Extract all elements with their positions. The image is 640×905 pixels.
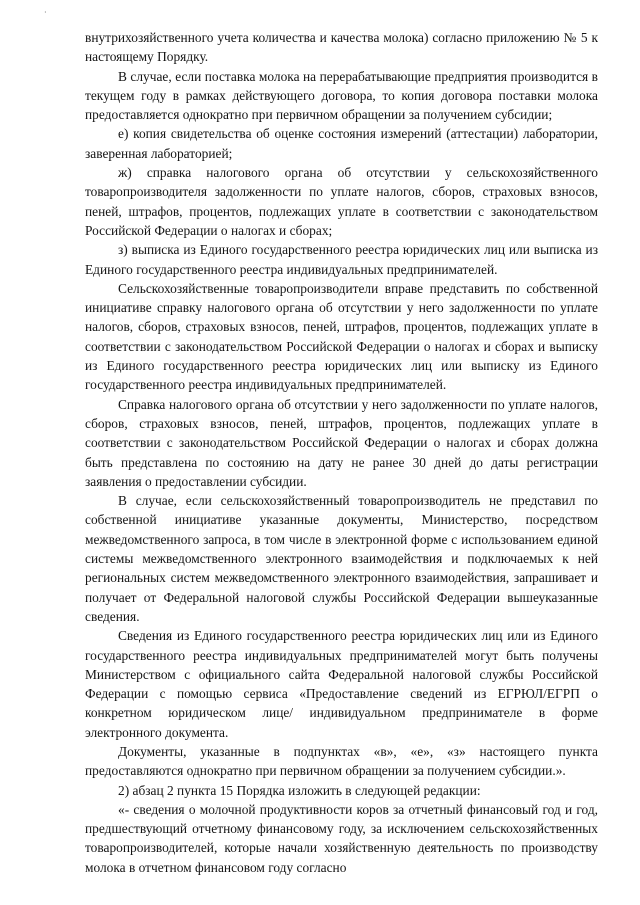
- paragraph-item-e: е) копия свидетельства об оценке состояния измерений (аттестации) лаборатории, заверенная лабораторией;: [85, 126, 598, 161]
- paragraph-item-zh: ж) справка налогового органа об отсутствии у сельскохозяйственного товаропроизводителя задолженности по уплате налогов, сборов, страховых взносов, пеней, штрафов, процентов, подлежащих уплате в соответствии с законодательством Российской Федерации о налогах и сборах;: [85, 165, 598, 238]
- corner-mark: ·: [44, 8, 47, 17]
- paragraph-continuation: внутрихозяйственного учета количества и качества молока) согласно приложению № 5 к настоящему Порядку.: [85, 30, 598, 65]
- paragraph-item-z: з) выписка из Единого государственного реестра юридических лиц или выписка из Единого государственного реестра индивидуальных предпринимателей.: [85, 242, 598, 277]
- paragraph-interagency-request: В случае, если сельскохозяйственный товаропроизводитель не представил по собственной инициативе указанные документы, Министерство, посредством межведомственного запроса, в том числе в электронной форме с использованием единой системы межведомственного электронного взаимодействия и подключаемых к ней региональных систем межведомственного электронного взаимодействия, запрашивает и получает от Федеральной налоговой службы Российской Федерации вышеуказанные сведения.: [85, 493, 598, 624]
- paragraph-tax-certificate: Справка налогового органа об отсутствии у него задолженности по уплате налогов, сборов, страховых взносов, пеней, штрафов, процентов, подлежащих уплате в соответствии с законодательством Российской Федерации о налогах и сборах должна быть представлена по состоянию на дату не ранее 30 дней до даты регистрации заявления о предоставлении субсидии.: [85, 396, 598, 489]
- paragraph-amendment-2: 2) абзац 2 пункта 15 Порядка изложить в следующей редакции:: [118, 782, 481, 798]
- paragraph-own-initiative: Сельскохозяйственные товаропроизводители вправе представить по собственной инициативе справку налогового органа об отсутствии у него задолженности по уплате налогов, сборов, страховых взносов, пеней, штрафов, процентов, подлежащих уплате в соответствии с законодательством Российской Федерации о налогах и сборах и выписку из Единого государственного реестра юридических лиц или выписку из Единого государственного реестра индивидуальных предпринимателей.: [85, 280, 598, 393]
- paragraph-supply-contract: В случае, если поставка молока на перерабатывающие предприятия производится в текущем году в рамках действующего договора, то копия договора поставки молока предоставляется однократно при первичном обращении за получением субсидии;: [85, 68, 598, 123]
- paragraph-registry-info: Сведения из Единого государственного реестра юридических лиц или из Единого государственного реестра индивидуальных предпринимателей могут быть получены Министерством с официального сайта Федеральной налоговой службы Российской Федерации с помощью сервиса «Предоставление сведений из ЕГРЮЛ/ЕГРП о конкретном юридическом лице/ индивидуальном предпринимателе в форме электронного документа.: [85, 628, 598, 740]
- paragraph-milk-productivity: «- сведения о молочной продуктивности коров за отчетный финансовый год и год, предшествующий отчетному финансовому году, за исключением сельскохозяйственных товаропроизводителей, которые начали хозяйственную деятельность по производству молока в отчетном финансовом году согласно: [85, 801, 598, 875]
- paragraph-documents-once: Документы, указанные в подпунктах «в», «е», «з» настоящего пункта предоставляются однократно при первичном обращении за получением субсидии.».: [85, 743, 598, 779]
